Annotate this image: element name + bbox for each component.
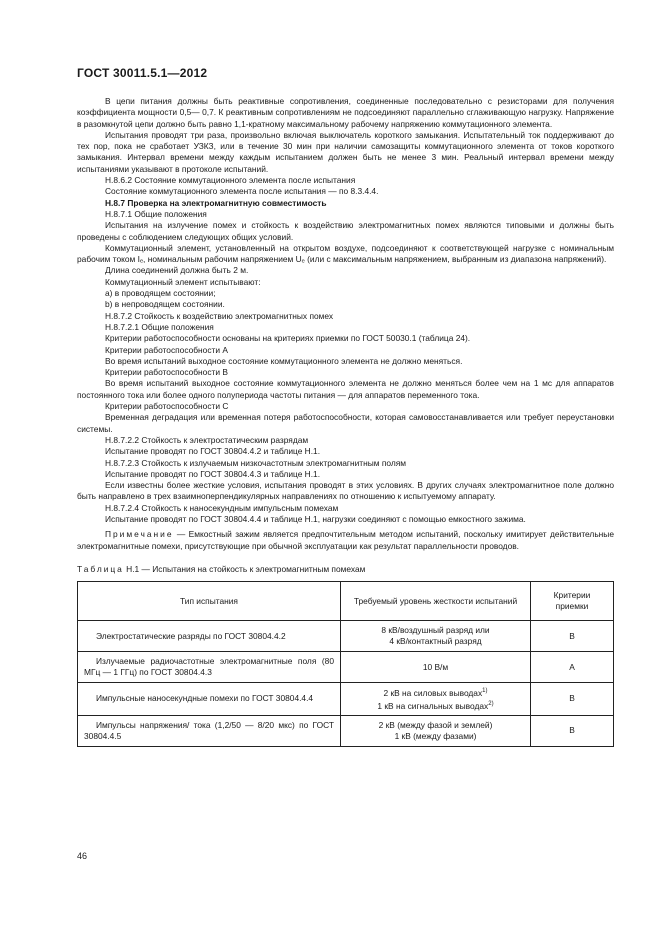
paragraph: Испытания проводят три раза, произвольно включая выключатель короткого замыкания. Испытательный ток поддерживают до тех пор, пока не сработает УЗКЗ, или в течение 30 мин при наличии самозащиты коммутационного элемента от токов короткого замыкания. Интервал времени между каждым испытанием должен быть не менее 3 мин. Реальный интервал времени между испытаниями указывают в протоколе испытаний. <box>77 129 614 174</box>
cell-level <box>341 683 531 716</box>
paragraph: Критерии работоспособности С <box>105 401 229 412</box>
paragraph: Во время испытаний выходное состояние коммутационного элемента не должно меняться. <box>105 355 463 366</box>
cell-test-type: Излучаемые радиочастотные электромагнитные поля (80 МГц — 1 ГГц) по ГОСТ 30804.4.3 <box>78 652 341 683</box>
footnote-mark: 2) <box>488 700 494 707</box>
subsection-heading: Н.8.7.2.1 Общие положения <box>105 321 214 332</box>
cell-test-type: Импульсные наносекундные помехи по ГОСТ 30804.4.4 <box>78 683 341 716</box>
cell-level <box>341 621 531 652</box>
subsection-heading: Н.8.6.2 Состояние коммутационного элемента после испытания <box>105 175 356 186</box>
column-header-test-type: Тип испытания <box>78 582 341 621</box>
table-caption <box>77 564 614 575</box>
document-body <box>77 96 614 747</box>
note <box>77 529 614 552</box>
table-row <box>78 621 614 652</box>
section-heading: Н.8.7 Проверка на электромагнитную совместимость <box>105 197 327 208</box>
paragraph: Испытание проводят по ГОСТ 30804.4.3 и таблице Н.1. <box>105 468 321 479</box>
column-header-level: Требуемый уровень жесткости испытаний <box>341 582 531 621</box>
table-caption-label: Таблица <box>77 563 124 574</box>
paragraph: Коммутационный элемент испытывают: <box>105 276 261 287</box>
level-line: 1 кВ на сигнальных выводах <box>377 700 489 711</box>
paragraph: Критерии работоспособности А <box>105 344 228 355</box>
table-row <box>78 652 614 683</box>
paragraph: Испытания на излучение помех и стойкость к воздействию электромагнитных помех являются типовыми и должны быть проведены с соблюдением следующих общих условий. <box>77 220 614 242</box>
table-caption-text: Н.1 — Испытания на стойкость к электромагнитным помехам <box>123 563 366 574</box>
note-text: — Емкостный зажим является предпочтительным методом испытаний, поскольку имитирует действительные электромагнитные помехи, присутствующие при обычной эксплуатации как результат параллельности проводов. <box>77 529 614 551</box>
paragraph: Испытание проводят по ГОСТ 30804.4.4 и таблице Н.1, нагрузки соединяют с помощью емкостного зажима. <box>105 513 526 524</box>
paragraph: Испытание проводят по ГОСТ 30804.4.2 и таблице Н.1. <box>105 446 321 457</box>
level-line: 2 кВ (между фазой и землей) <box>378 719 493 730</box>
cell-criteria: В <box>531 715 614 746</box>
footnote-mark: 1) <box>482 688 488 695</box>
table-row <box>78 683 614 716</box>
paragraph: Критерии работоспособности основаны на критериях приемки по ГОСТ 50030.1 (таблица 24). <box>105 333 471 344</box>
subsection-heading: Н.8.7.2 Стойкость к воздействию электромагнитных помех <box>105 310 334 321</box>
note-label: Примечание <box>105 529 174 540</box>
emc-test-table <box>77 581 614 747</box>
paragraph: Состояние коммутационного элемента после испытания — по 8.3.4.4. <box>105 186 379 197</box>
cell-test-type: Электростатические разряды по ГОСТ 30804.4.2 <box>78 621 341 652</box>
table-row <box>78 715 614 746</box>
cell-level <box>341 715 531 746</box>
cell-criteria: В <box>531 621 614 652</box>
paragraph: Длина соединений должна быть 2 м. <box>105 265 249 276</box>
list-item: а) в проводящем состоянии; <box>105 288 216 299</box>
level-line: 4 кВ/контактный разряд <box>389 636 482 647</box>
cell-test-type: Импульсы напряжения/ тока (1,2/50 — 8/20 мкс) по ГОСТ 30804.4.5 <box>78 715 341 746</box>
list-item: b) в непроводящем состоянии. <box>105 299 225 310</box>
level-line: 2 кВ на силовых выводах <box>383 687 483 698</box>
paragraph: Во время испытаний выходное состояние коммутационного элемента не должно меняться более чем на 1 мс для аппаратов постоянного тока или более одного полупериода частоты питания — для аппаратов переменного тока. <box>77 378 614 400</box>
subsection-heading: Н.8.7.2.3 Стойкость к излучаемым низкочастотным электромагнитным полям <box>105 457 407 468</box>
paragraph: Критерии работоспособности В <box>105 367 228 378</box>
cell-level <box>341 652 531 683</box>
page-number: 46 <box>77 851 88 861</box>
cell-criteria: А <box>531 652 614 683</box>
level-line: 10 В/м <box>422 661 449 672</box>
cell-criteria: В <box>531 683 614 716</box>
subsection-heading: Н.8.7.2.2 Стойкость к электростатическим разрядам <box>105 434 309 445</box>
paragraph: Если известны более жесткие условия, испытания проводят в этих условиях. В других случаях электромагнитное поле должно быть направлено в трех взаимноперпендикулярных направлениях по отношению к испытуемому аппарату. <box>77 480 614 502</box>
paragraph: Коммутационный элемент, установленный на открытом воздухе, подсоединяют к соответствующей нагрузке с номинальным рабочим током Iₑ, номинальным рабочим напряжением Uₑ (или с максимальным напряжением, выбранным из диапазона напряжений). <box>77 242 614 265</box>
level-line: 8 кВ/воздушный разряд или <box>381 625 490 636</box>
document-header: ГОСТ 30011.5.1—2012 <box>77 66 208 80</box>
column-header-criteria: Критерии приемки <box>531 582 614 621</box>
level-line: 1 кВ (между фазами) <box>394 730 477 741</box>
paragraph: Временная деградация или временная потеря работоспособности, которая самовосстанавливается или требует переустановки системы. <box>77 412 614 434</box>
paragraph: В цепи питания должны быть реактивные сопротивления, соединенные последовательно с резисторами для получения коэффициента мощности 0,5— 0,7. К реактивным сопротивлениям не подсоединяют параллельно сглаживающую нагрузку. Напряжение в разомкнутой цепи должно быть равно 1,1-кратному максимальному рабочему напряжению коммутационного элемента. <box>77 96 614 129</box>
table-header-row <box>78 582 614 621</box>
subsection-heading: Н.8.7.2.4 Стойкость к наносекундным импульсным помехам <box>105 502 339 513</box>
subsection-heading: Н.8.7.1 Общие положения <box>105 208 207 219</box>
